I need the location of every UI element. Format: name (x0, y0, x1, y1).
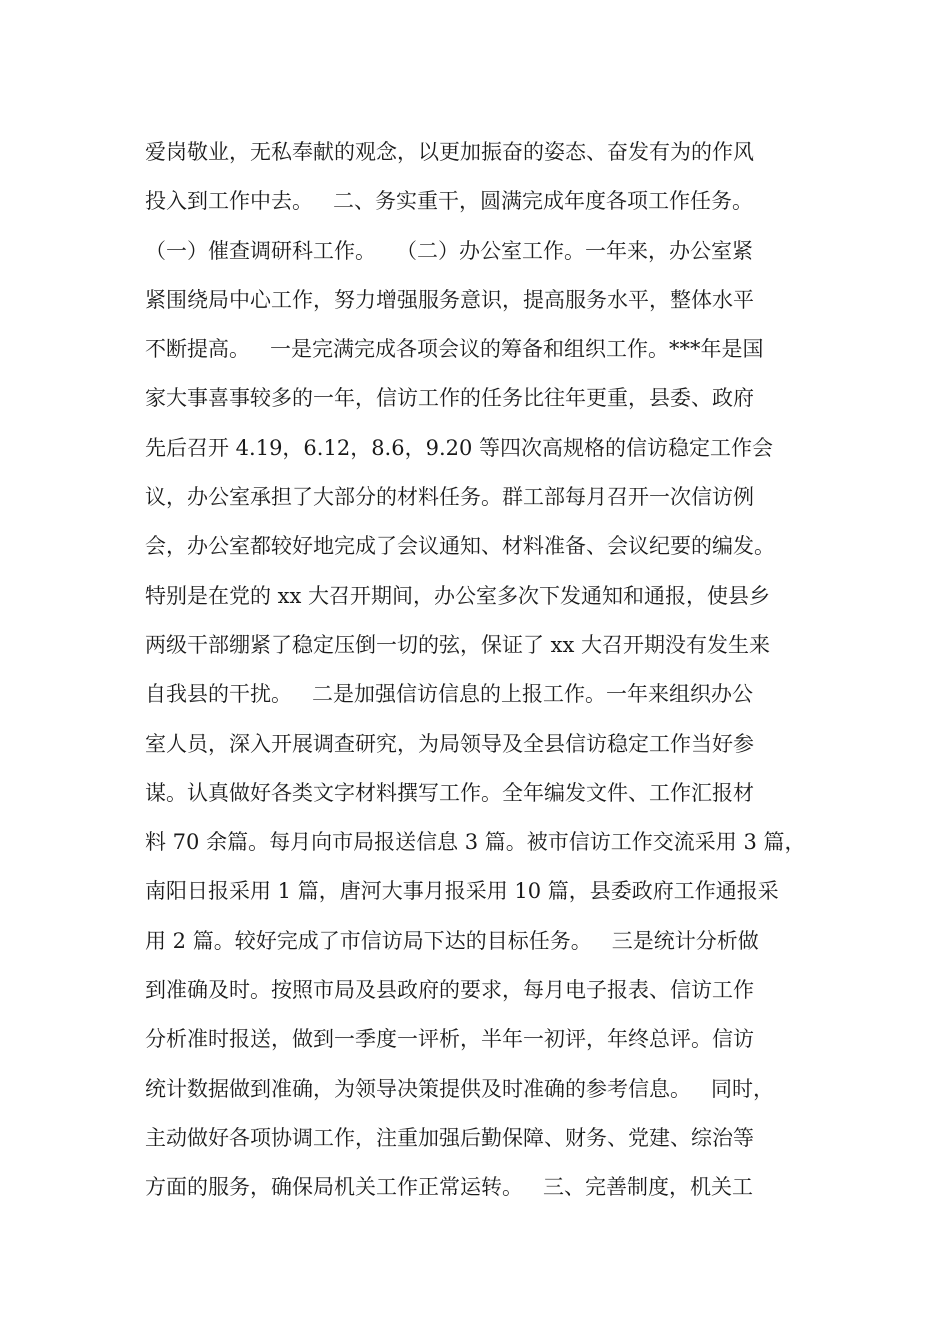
text-line: 到准确及时。按照市局及县政府的要求，每月电子报表、信访工作 (145, 978, 754, 1003)
text-line: 两级干部绷紧了稳定压倒一切的弦，保证了 xx 大召开期没有发生来 (145, 632, 771, 657)
text-line: 主动做好各项协调工作，注重加强后勤保障、财务、党建、综治等 (145, 1125, 754, 1150)
text-line: 用 2 篇。较好完成了市信访局下达的目标任务。 三是统计分析做 (145, 928, 759, 953)
text-line: 先后召开 4.19，6.12，8.6，9.20 等四次高规格的信访稳定工作会 (145, 435, 774, 460)
text-line: 谋。认真做好各类文字材料撰写工作。全年编发文件、工作汇报材 (145, 780, 754, 805)
text-line: 议，办公室承担了大部分的材料任务。群工部每月召开一次信访例 (145, 485, 754, 510)
text-line: 会，办公室都较好地完成了会议通知、材料准备、会议纪要的编发。 (145, 534, 775, 559)
text-line: 分析准时报送，做到一季度一评析，半年一初评，年终总评。信访 (145, 1027, 754, 1052)
text-line: 紧围绕局中心工作，努力增强服务意识，提高服务水平，整体水平 (145, 287, 754, 312)
text-line: 自我县的干扰。 二是加强信访信息的上报工作。一年来组织办公 (145, 682, 754, 707)
text-line: 不断提高。 一是完满完成各项会议的筹备和组织工作。***年是国 (145, 337, 764, 362)
text-line: （一）催查调研科工作。 （二）办公室工作。一年来，办公室紧 (145, 238, 754, 263)
text-line: 统计数据做到准确，为领导决策提供及时准确的参考信息。 同时， (145, 1076, 775, 1101)
body-text (145, 128, 815, 1213)
text-line: 家大事喜事较多的一年，信访工作的任务比往年更重，县委、政府 (145, 386, 754, 411)
text-line: 方面的服务，确保局机关工作正常运转。 三、完善制度，机关工 (145, 1175, 754, 1200)
text-line: 特别是在党的 xx 大召开期间，办公室多次下发通知和通报，使县乡 (145, 583, 771, 608)
text-line: 南阳日报采用 1 篇，唐河大事月报采用 10 篇，县委政府工作通报采 (145, 879, 779, 904)
text-line: 投入到工作中去。 二、务实重干，圆满完成年度各项工作任务。 (145, 189, 754, 214)
text-line: 爱岗敬业，无私奉献的观念，以更加振奋的姿态、奋发有为的作风 (145, 140, 754, 164)
text-line: 料 70 余篇。每月向市局报送信息 3 篇。被市信访工作交流采用 3 篇， (145, 830, 806, 855)
text-line: 室人员，深入开展调查研究，为局领导及全县信访稳定工作当好参 (145, 731, 754, 756)
